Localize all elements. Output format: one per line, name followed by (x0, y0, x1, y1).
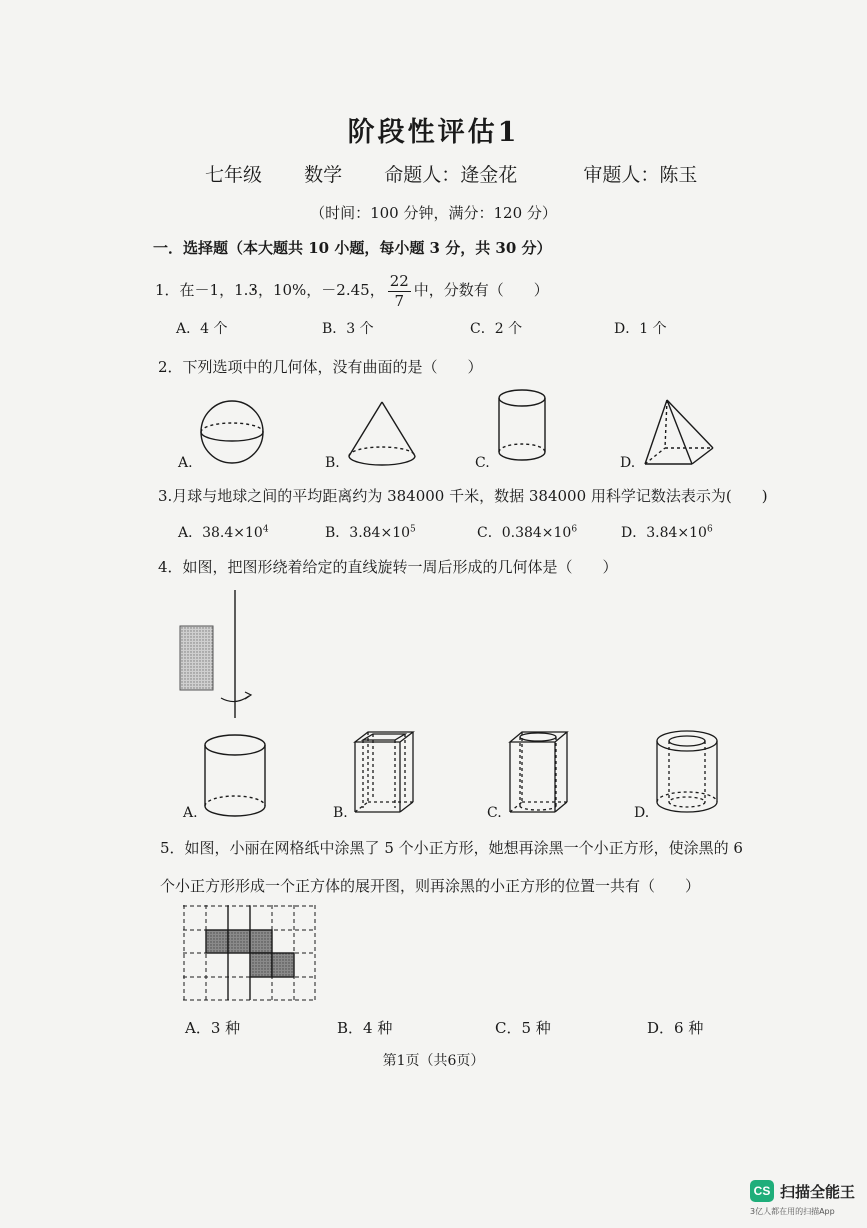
question-1-stem: 1．在－1，1.• 3，10%，－2.45， $\frac{22}{7}$ 中，分数有（ ） (155, 270, 549, 310)
q5-option-c[interactable]: C．5 种 (495, 1019, 551, 1037)
cylinder-figure (499, 390, 545, 460)
cone-figure (349, 402, 415, 465)
q1-option-a[interactable]: A．4 个 (176, 321, 228, 337)
q3-option-c[interactable]: C．$0.384\times 10^6$ (477, 524, 578, 541)
sphere-figure (201, 401, 263, 463)
question-5-stem-line-2: 个小正方形形成一个正方体的展开图，则再涂黑的小正方形的位置一共有（ ） (160, 877, 701, 895)
q2-option-c[interactable]: C. (475, 455, 490, 471)
q3-option-a[interactable]: A．$38.4\times 10^4$ (178, 524, 269, 541)
q2-option-a[interactable]: A. (178, 455, 193, 471)
q2-option-d[interactable]: D. (620, 455, 636, 471)
grade-label: 七年级 (205, 164, 263, 186)
shaded-square (206, 930, 228, 953)
q1-option-d[interactable]: D．1 个 (614, 321, 667, 337)
shaded-rectangle (180, 626, 213, 690)
q1-option-b[interactable]: B．3 个 (322, 321, 374, 337)
shaded-square (228, 930, 250, 953)
reviewer-label: 审题人：陈玉 (583, 164, 698, 186)
q2-figures (175, 390, 735, 480)
hollow-cylinder-figure (657, 731, 717, 812)
arrow-head-icon (245, 692, 251, 699)
exam-meta (205, 160, 697, 187)
rotation-diagram (175, 588, 265, 723)
shaded-squares (206, 930, 294, 977)
page-title: 阶段性评估1 (347, 117, 520, 148)
author-label: 命题人：逄金花 (384, 164, 518, 186)
hollow-box-figure (355, 732, 413, 812)
shaded-square (250, 953, 272, 977)
q1-option-c[interactable]: C．2 个 (470, 321, 523, 337)
cs-logo-icon: CS (750, 1180, 774, 1202)
question-3-stem: 3.月球与地球之间的平均距离约为 384000 千米，数据 384000 用科学记数法表示为( ) (158, 487, 768, 505)
q3-option-d[interactable]: D．$3.84\times 10^6$ (621, 524, 713, 541)
box-with-cylinder-hole-figure (510, 732, 567, 812)
q3-option-b[interactable]: B．$3.84\times 10^5$ (325, 524, 416, 541)
q5-option-a[interactable]: A．3 种 (185, 1019, 241, 1037)
q2-option-b[interactable]: B. (325, 455, 340, 471)
solid-cylinder-figure (205, 735, 265, 816)
q4-option-c[interactable]: C. (487, 805, 502, 821)
watermark-tagline: 3亿人都在用的扫描App (750, 1207, 835, 1216)
pyramid-figure (645, 400, 713, 464)
q5-option-b[interactable]: B．4 种 (337, 1019, 393, 1037)
question-2-stem: 2．下列选项中的几何体，没有曲面的是（ ） (158, 358, 483, 376)
shaded-square (250, 930, 272, 953)
q4-option-d[interactable]: D. (634, 805, 650, 821)
grid-paper (183, 905, 318, 1002)
page-number: 第1页（共6页） (382, 1053, 485, 1069)
subject-label: 数学 (304, 164, 343, 186)
question-4-stem: 4．如图，把图形绕着给定的直线旋转一周后形成的几何体是（ ） (158, 558, 618, 576)
scanner-watermark (750, 1180, 855, 1202)
time-info: （时间：100 分钟，满分：120 分） (310, 204, 557, 222)
watermark-name: 扫描全能王 (780, 1182, 856, 1201)
q4-figures (195, 728, 735, 823)
q5-option-d[interactable]: D．6 种 (647, 1019, 704, 1037)
q4-option-b[interactable]: B. (333, 805, 348, 821)
q4-option-a[interactable]: A. (183, 805, 198, 821)
repeating-digit: • 3 (248, 281, 258, 299)
fraction: $\frac{22}{7}$ (389, 271, 409, 310)
section-heading: 一．选择题（本大题共 10 小题，每小题 3 分，共 30 分） (153, 239, 552, 257)
shaded-square (272, 953, 294, 977)
question-5-stem-line-1: 5．如图，小丽在网格纸中涂黑了 5 个小正方形，她想再涂黑一个小正方形，使涂黑的 6 (160, 839, 743, 857)
